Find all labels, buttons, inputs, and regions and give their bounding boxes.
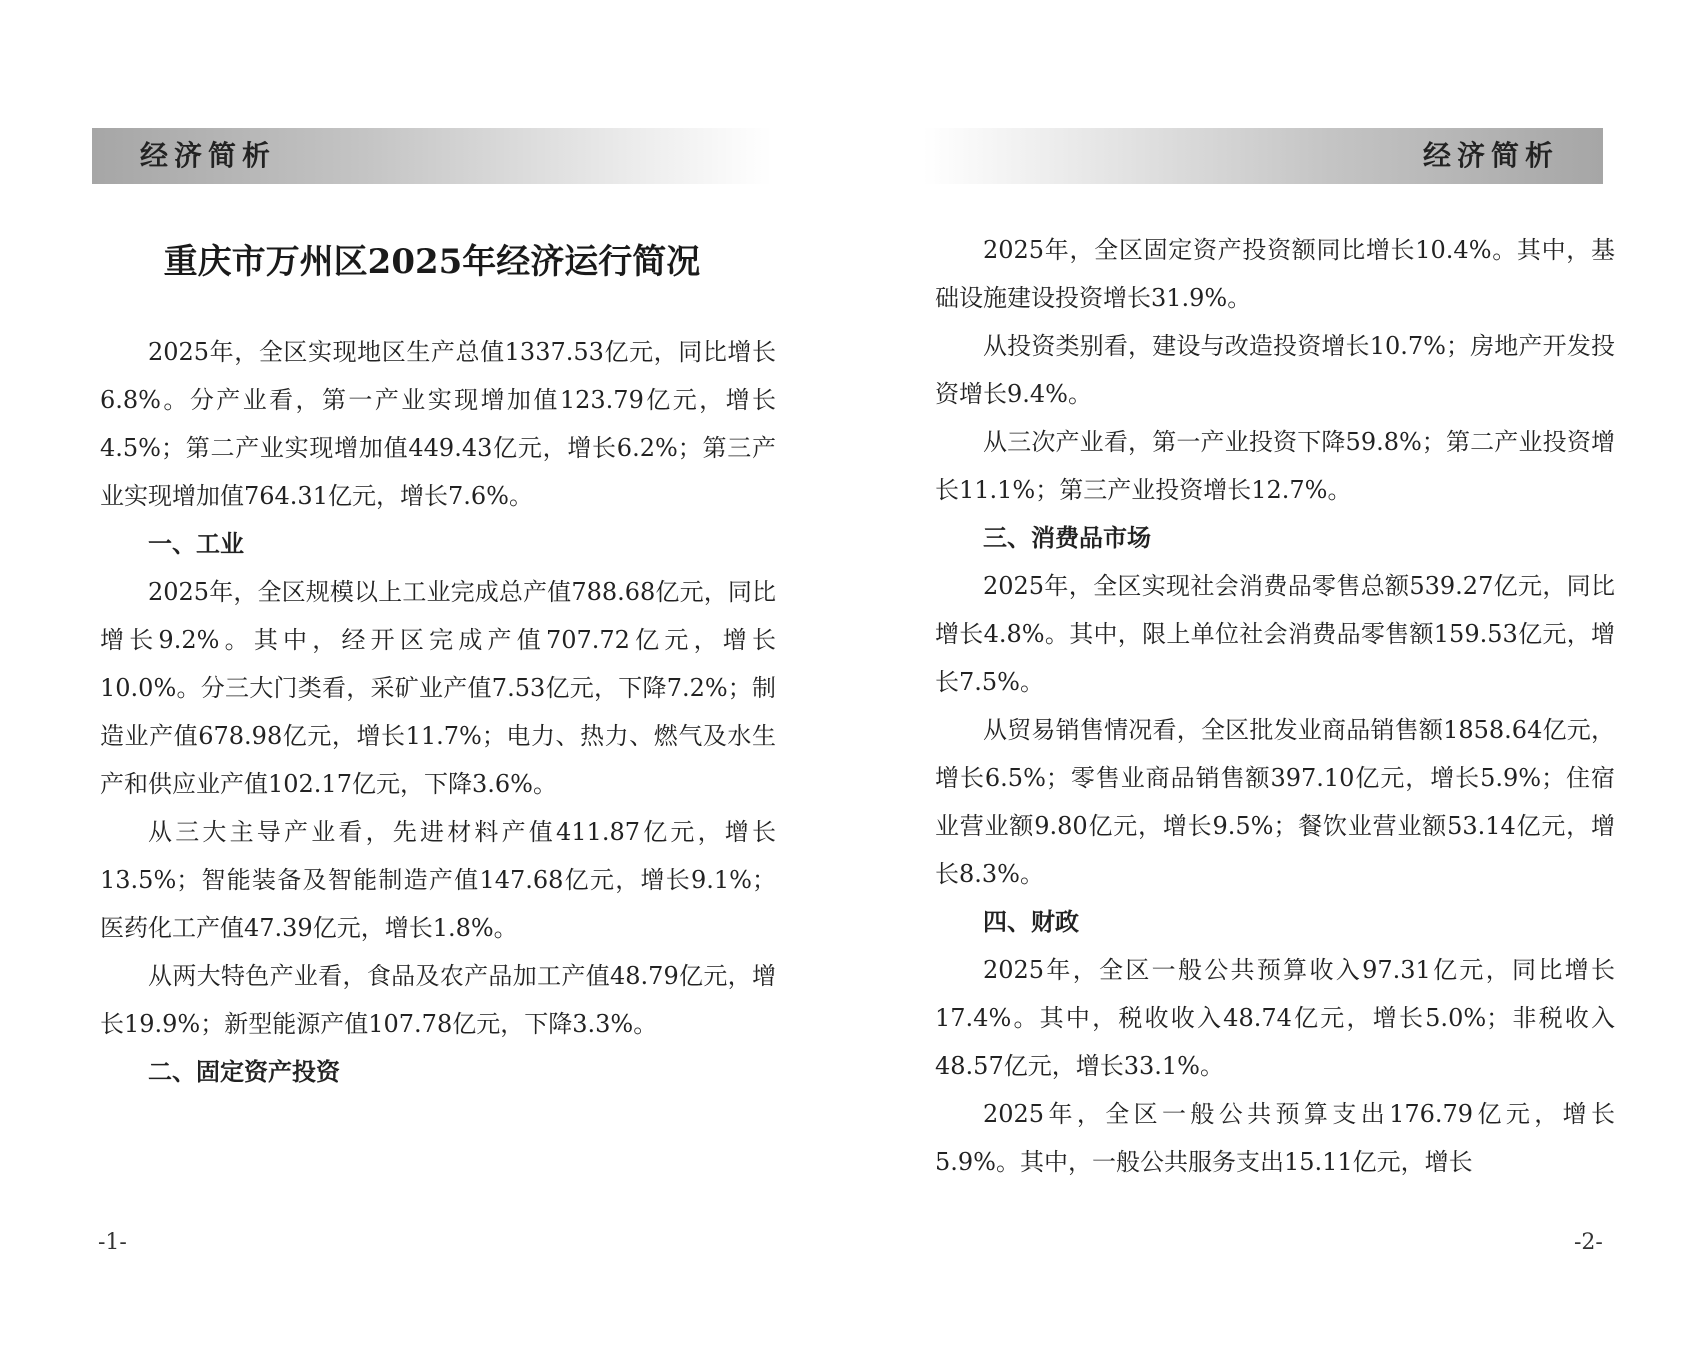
paragraph: 从三次产业看，第一产业投资下降59.8%；第二产业投资增长11.1%；第三产业投资增长12.7%。 [935,428,1615,504]
right-page-body [935,226,1615,1186]
section-header-title: 经济简析 [140,139,277,172]
paragraph: 2025年，全区一般公共预算支出176.79亿元，增长5.9%。其中，一般公共服务支出15.11亿元，增长 [935,1100,1615,1176]
page-number: -1- [98,1230,127,1255]
section-header-title: 经济简析 [1422,139,1559,172]
document-title: 重庆市万州区2025年经济运行简况 [163,242,701,282]
section-heading-industry: 一、工业 [148,530,244,558]
right-page [843,0,1686,1353]
paragraph: 2025年，全区一般公共预算收入97.31亿元，同比增长17.4%。其中，税收收入48.74亿元，增长5.0%；非税收入48.57亿元，增长33.1%。 [935,956,1615,1080]
paragraph: 从投资类别看，建设与改造投资增长10.7%；房地产开发投资增长9.4%。 [935,332,1615,408]
section-heading-finance: 四、财政 [983,908,1079,936]
section-header-band [923,128,1603,184]
paragraph: 2025年，全区固定资产投资额同比增长10.4%。其中，基础设施建设投资增长31.9%。 [935,236,1615,312]
paragraph: 2025年，全区实现地区生产总值1337.53亿元，同比增长6.8%。分产业看，第一产业实现增加值123.79亿元，增长4.5%；第二产业实现增加值449.43亿元，增长6.2%；第三产业实现增加值764.31亿元，增长7.6%。 [100,338,776,510]
page-number: -2- [1574,1230,1603,1255]
paragraph: 从两大特色产业看，食品及农产品加工产值48.79亿元，增长19.9%；新型能源产值107.78亿元，下降3.3%。 [100,962,776,1038]
paragraph: 2025年，全区规模以上工业完成总产值788.68亿元，同比增长9.2%。其中，经开区完成产值707.72亿元，增长10.0%。分三大门类看，采矿业产值7.53亿元，下降7.2%；制造业产值678.98亿元，增长11.7%；电力、热力、燃气及水生产和供应业产值102.17亿元，下降3.6%。 [100,578,776,798]
paragraph: 从贸易销售情况看，全区批发业商品销售额1858.64亿元，增长6.5%；零售业商品销售额397.10亿元，增长5.9%；住宿业营业额9.80亿元，增长9.5%；餐饮业营业额53.14亿元，增长8.3%。 [935,716,1615,888]
paragraph: 从三大主导产业看，先进材料产值411.87亿元，增长13.5%；智能装备及智能制造产值147.68亿元，增长9.1%；医药化工产值47.39亿元，增长1.8%。 [100,818,776,942]
paragraph: 2025年，全区实现社会消费品零售总额539.27亿元，同比增长4.8%。其中，限上单位社会消费品零售额159.53亿元，增长7.5%。 [935,572,1615,696]
section-header-band [92,128,772,184]
section-heading-fixed-investment: 二、固定资产投资 [148,1058,340,1086]
left-page-body [100,328,776,1096]
section-heading-consumer-market: 三、消费品市场 [983,524,1151,552]
